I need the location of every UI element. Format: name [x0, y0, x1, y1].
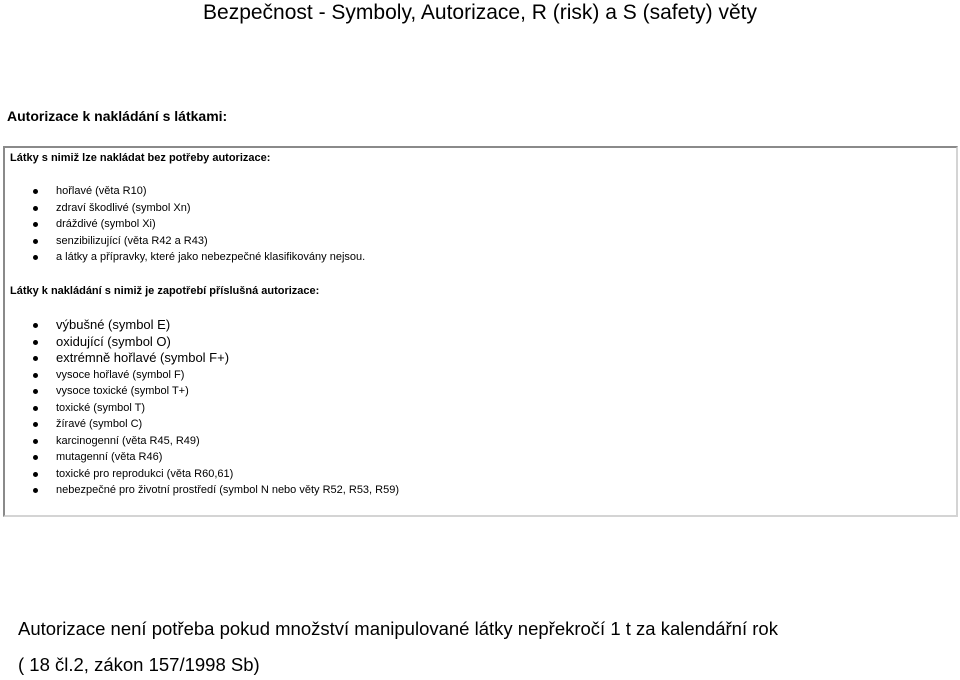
- list-item: [33, 400, 399, 417]
- bullet-icon: [33, 356, 38, 361]
- list-item-text: senzibilizující (věta R42 a R43): [56, 234, 208, 247]
- bullet-icon: [33, 406, 38, 411]
- no-authorization-heading: Látky s nimiž lze nakládat bez potřeby autorizace:: [10, 152, 271, 164]
- bullet-icon: [33, 488, 38, 493]
- bullet-icon: [33, 206, 38, 211]
- list-item-text: vysoce hořlavé (symbol F): [56, 368, 185, 381]
- authorization-panel: [3, 146, 958, 517]
- list-item: [33, 216, 365, 233]
- list-item: [33, 433, 399, 450]
- list-item-text: oxidující (symbol O): [56, 333, 171, 349]
- bullet-icon: [33, 255, 38, 260]
- bullet-icon: [33, 422, 38, 427]
- authorization-required-heading: Látky k nakládání s nimiž je zapotřebí příslušná autorizace:: [10, 285, 320, 297]
- list-item-text: toxické pro reprodukci (věta R60,61): [56, 467, 234, 480]
- bullet-icon: [33, 389, 38, 394]
- list-item-text: a látky a přípravky, které jako nebezpečné klasifikovány nejsou.: [56, 251, 366, 263]
- list-item: [33, 466, 399, 483]
- list-item-text: mutagenní (věta R46): [56, 451, 163, 463]
- no-authorization-list: [33, 183, 365, 266]
- list-item: [33, 233, 365, 250]
- bullet-icon: [33, 323, 38, 328]
- list-item-text: dráždivé (symbol Xi): [56, 218, 156, 230]
- list-item: [33, 334, 399, 351]
- list-item: [33, 350, 399, 367]
- section-heading: Autorizace k nakládání s látkami:: [7, 108, 228, 124]
- list-item-text: hořlavé (věta R10): [56, 185, 147, 197]
- page-title: Bezpečnost - Symboly, Autorizace, R (risk) a S (safety) věty: [203, 1, 757, 24]
- bullet-icon: [33, 340, 38, 345]
- list-item-text: extrémně hořlavé (symbol F+): [56, 350, 230, 365]
- list-item-text: žíravé (symbol C): [56, 418, 143, 430]
- bullet-icon: [33, 455, 38, 460]
- list-item: [33, 383, 399, 400]
- bullet-icon: [33, 222, 38, 227]
- footer-citation: ( 18 čl.2, zákon 157/1998 Sb): [18, 654, 260, 675]
- list-item-text: karcinogenní (věta R45, R49): [56, 434, 200, 447]
- list-item: [33, 416, 399, 433]
- list-item-text: výbušné (symbol E): [56, 317, 171, 332]
- list-item-text: nebezpečné pro životní prostředí (symbol N nebo věty R52, R53, R59): [56, 484, 400, 496]
- list-item-text: zdraví škodlivé (symbol Xn): [56, 201, 191, 214]
- list-item: [33, 449, 399, 466]
- footer-note: Autorizace není potřeba pokud množství manipulované látky nepřekročí 1 t za kalendářní rok: [18, 618, 778, 639]
- list-item: [33, 482, 399, 499]
- bullet-icon: [33, 472, 38, 477]
- bullet-icon: [33, 439, 38, 444]
- bullet-icon: [33, 373, 38, 378]
- authorization-required-list: [33, 317, 399, 499]
- list-item: [33, 200, 365, 217]
- list-item: [33, 183, 365, 200]
- bullet-icon: [33, 189, 38, 194]
- list-item-text: vysoce toxické (symbol T+): [56, 385, 189, 397]
- list-item: [33, 249, 365, 266]
- list-item: [33, 317, 399, 334]
- bullet-icon: [33, 239, 38, 244]
- list-item-text: toxické (symbol T): [56, 401, 146, 414]
- list-item: [33, 367, 399, 384]
